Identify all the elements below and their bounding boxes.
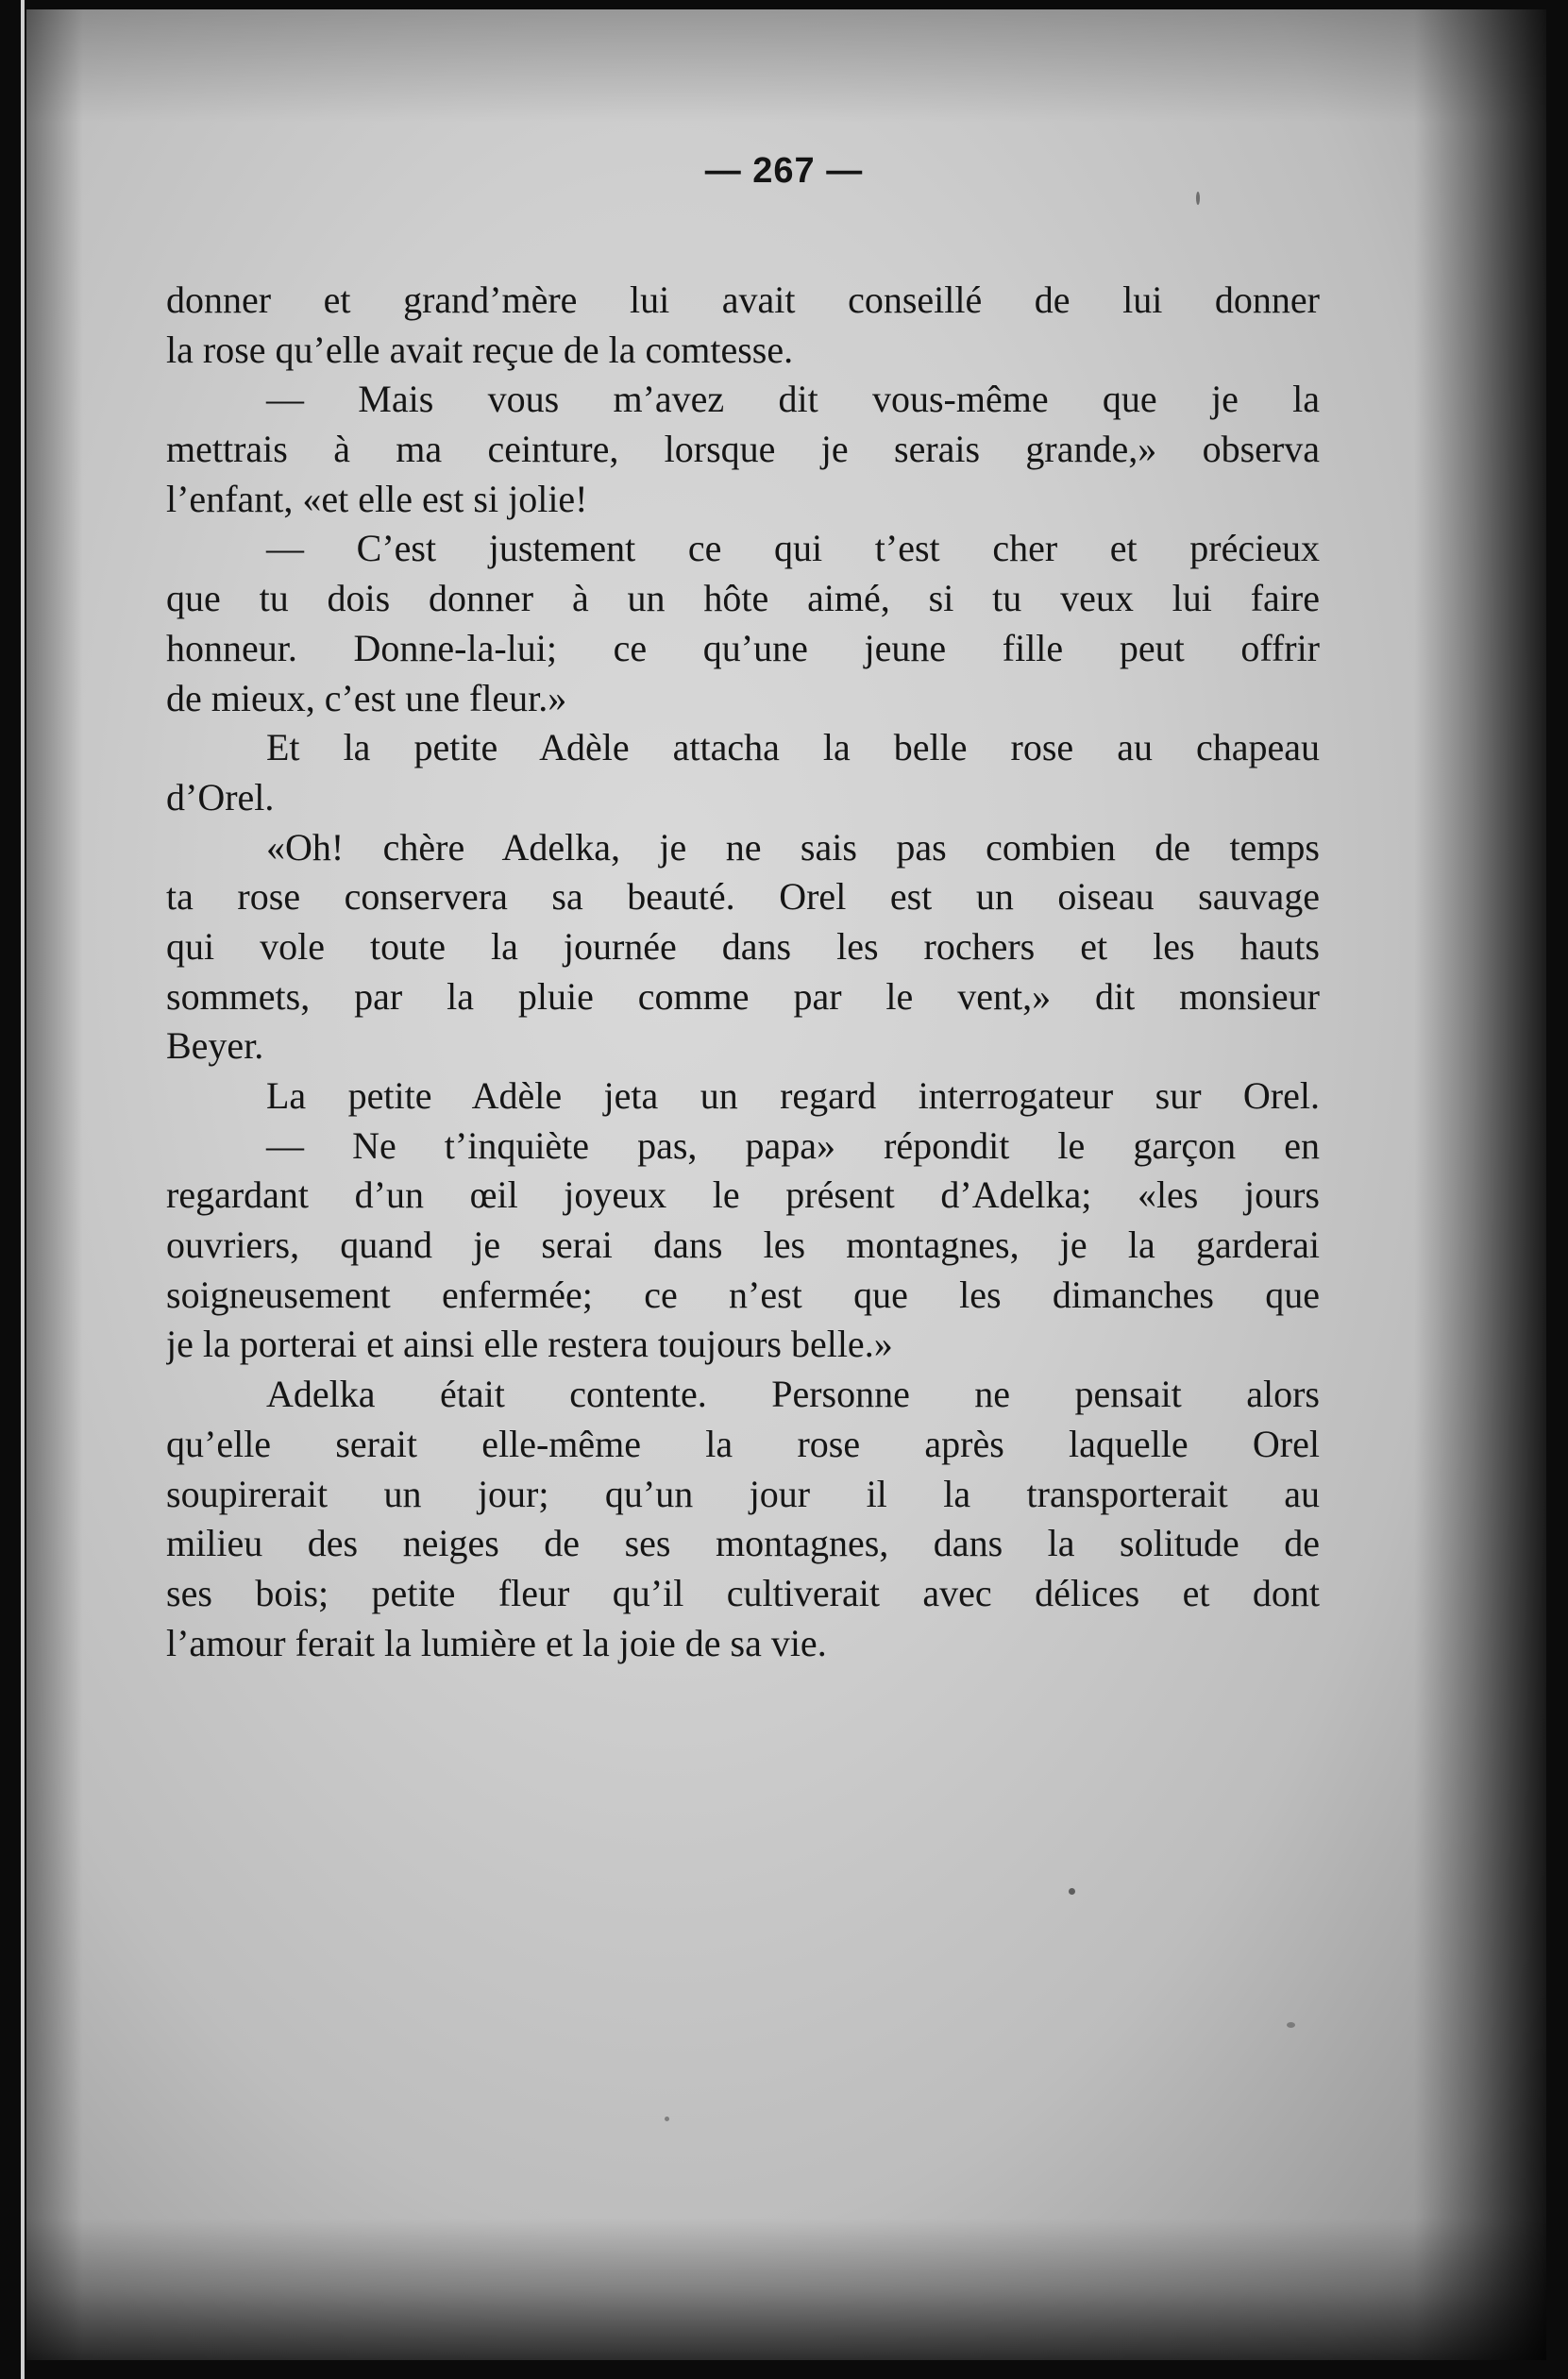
text-line: ouvriers, quand je serai dans les montagnes, je la garderai [166,1223,1320,1267]
text-line: regardant d’un œil joyeux le présent d’Adelka; «les jours [166,1173,1320,1217]
text-line: qui vole toute la journée dans les rochers et les hauts [166,924,1320,968]
text-line: Et la petite Adèle attacha la belle rose au chapeau [266,726,1320,769]
text-line: Beyer. [166,1024,264,1068]
text-line: — Ne t’inquiète pas, papa» répondit le garçon en [266,1123,1320,1167]
body-text [166,276,1320,1668]
text-line: je la porterai et ainsi elle restera toujours belle.» [166,1323,893,1366]
text-line: d’Orel. [166,775,275,818]
text-line: «Oh! chère Adelka, je ne sais pas combien de temps [266,825,1320,869]
text-line: — Mais vous m’avez dit vous-même que je la [266,378,1320,421]
paper-shadow-right [1414,9,1546,2360]
text-line: l’enfant, «et elle est si jolie! [166,477,588,520]
text-line: Adelka était contente. Personne ne pensait alors [266,1373,1320,1416]
text-line: l’amour ferait la lumière et la joie de sa vie. [166,1621,827,1664]
scan-speck [1196,192,1200,205]
text-line: sommets, par la pluie comme par le vent,» dit monsieur [166,974,1320,1018]
text-line: La petite Adèle jeta un regard interrogateur sur Orel. [266,1074,1320,1117]
text-line: de mieux, c’est une fleur.» [166,676,567,719]
scan-speck [1069,1888,1075,1895]
scan-speck [665,2117,669,2121]
text-line: soupirerait un jour; qu’un jour il la transporterait au [166,1472,1320,1515]
text-line: honneur. Donne-la-lui; ce qu’une jeune fille peut offrir [166,626,1320,669]
text-line: ses bois; petite fleur qu’il cultiverait avec délices et dont [166,1571,1320,1614]
text-line: la rose qu’elle avait reçue de la comtesse. [166,328,794,371]
binding-edge [21,0,25,2379]
text-line: que tu dois donner à un hôte aimé, si tu veux lui faire [166,577,1320,620]
page-number: — 267 — [704,151,864,191]
text-line: donner et grand’mère lui avait conseillé de lui donner [166,278,1320,321]
text-line: ta rose conservera sa beauté. Orel est un oiseau sauvage [166,875,1320,919]
paper-shadow-left [26,9,83,2360]
paper-shadow-top [26,9,1546,123]
text-line: — C’est justement ce qui t’est cher et précieux [266,527,1320,570]
text-line: soigneusement enfermée; ce n’est que les dimanches que [166,1273,1320,1316]
text-line: milieu des neiges de ses montagnes, dans la solitude de [166,1522,1320,1565]
text-line: mettrais à ma ceinture, lorsque je serais grande,» observa [166,428,1320,471]
text-line: qu’elle serait elle-même la rose après laquelle Orel [166,1422,1320,1465]
paper-shadow-bottom [26,2219,1546,2360]
scan-speck [1287,2022,1295,2028]
